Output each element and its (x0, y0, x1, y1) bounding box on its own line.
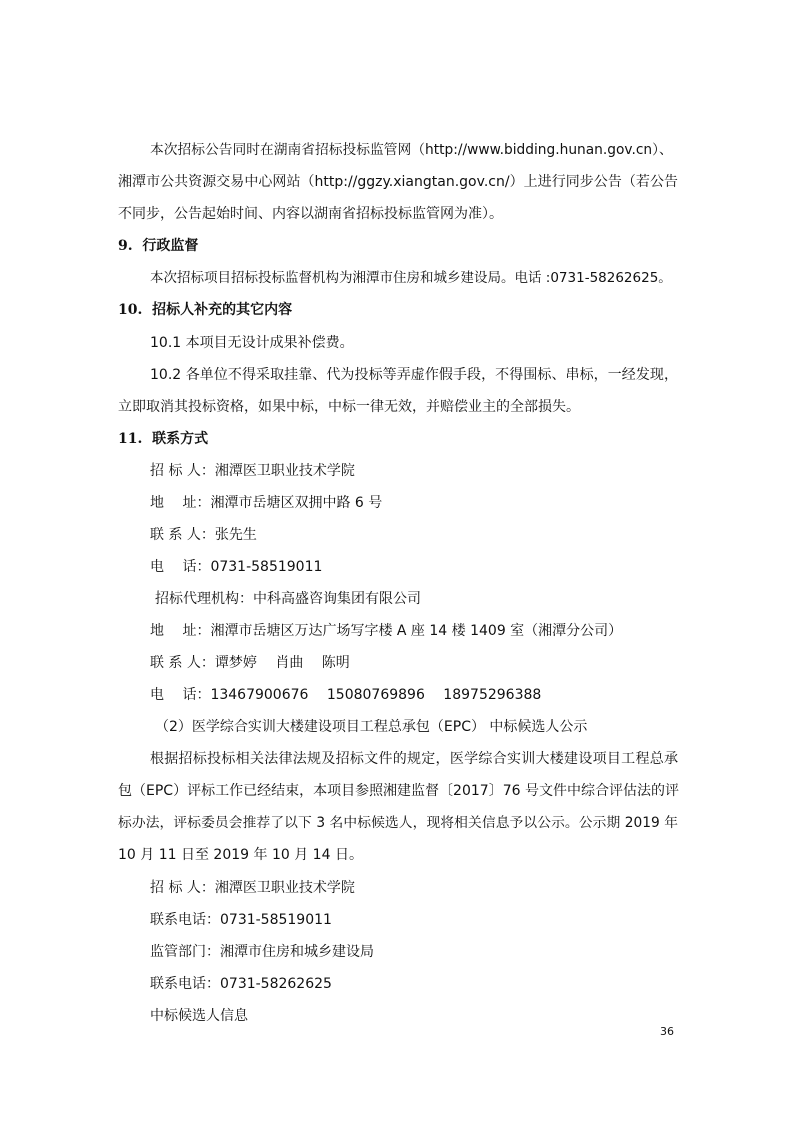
announcement-para-line-1: 根据招标投标相关法律法规及招标文件的规定，医学综合实训大楼建设项目工程总承 (150, 751, 678, 767)
announcement-para-line-3: 标办法，评标委员会推荐了以下 3 名中标候选人，现将相关信息予以公示。公示期 2019 年 (118, 815, 678, 831)
contact-agency: 招标代理机构：中科高盛咨询集团有限公司 (155, 591, 421, 607)
section-heading-supplementary-content: 10. 招标人补充的其它内容 (118, 302, 293, 318)
section-heading-administrative-supervision: 9. 行政监督 (118, 238, 199, 254)
page-number: 36 (660, 1025, 674, 1038)
contact-tenderer: 招 标 人：湘潭医卫职业技术学院 (150, 463, 355, 479)
candidate-announcement-heading: （2）医学综合实训大楼建设项目工程总承包（EPC） 中标候选人公示 (155, 719, 588, 735)
notice-publication-line-3: 不同步，公告起始时间、内容以湖南省招标投标监管网为准）。 (118, 206, 503, 222)
announcement-para-line-2: 包（EPC）评标工作已经结束，本项目参照湘建监督〔2017〕76 号文件中综合评估法的评 (118, 783, 679, 799)
contact-agency-phones: 电 话：13467900676 15080769896 18975296388 (150, 687, 542, 703)
announcement-tenderer: 招 标 人：湘潭医卫职业技术学院 (150, 880, 355, 896)
supervision-text: 本次招标项目招标投标监督机构为湘潭市住房和城乡建设局。电话 :0731-58262625。 (150, 270, 672, 286)
supplement-item-10-1: 10.1 本项目无设计成果补偿费。 (150, 335, 354, 351)
notice-publication-line-1: 本次招标公告同时在湖南省招标投标监管网（http://www.bidding.hunan.gov.cn）、 (150, 142, 673, 158)
contact-agency-address: 地 址：湘潭市岳塘区万达广场写字楼 A 座 14 楼 1409 室（湘潭分公司） (150, 623, 623, 639)
contact-agency-persons: 联 系 人：谭梦婷 肖曲 陈明 (150, 655, 350, 671)
contact-tenderer-person: 联 系 人：张先生 (150, 527, 257, 543)
announcement-supervisor: 监管部门：湘潭市住房和城乡建设局 (150, 944, 374, 960)
supplement-item-10-2-line-1: 10.2 各单位不得采取挂靠、代为投标等弄虚作假手段，不得围标、串标，一经发现， (150, 367, 678, 383)
supplement-item-10-2-line-2: 立即取消其投标资格，如果中标，中标一律无效，并赔偿业主的全部损失。 (118, 399, 580, 415)
candidate-info-heading: 中标候选人信息 (150, 1008, 248, 1024)
section-heading-contact: 11. 联系方式 (118, 431, 209, 447)
notice-publication-line-2: 湘潭市公共资源交易中心网站（http://ggzy.xiangtan.gov.cn/）上进行同步公告（若公告 (118, 174, 678, 190)
announcement-para-line-4: 10 月 11 日至 2019 年 10 月 14 日。 (118, 847, 363, 863)
announcement-supervisor-phone: 联系电话：0731-58262625 (150, 976, 332, 992)
contact-tenderer-address: 地 址：湘潭市岳塘区双拥中路 6 号 (150, 495, 383, 511)
announcement-tenderer-phone: 联系电话：0731-58519011 (150, 912, 332, 928)
contact-tenderer-phone: 电 话：0731-58519011 (150, 559, 323, 575)
